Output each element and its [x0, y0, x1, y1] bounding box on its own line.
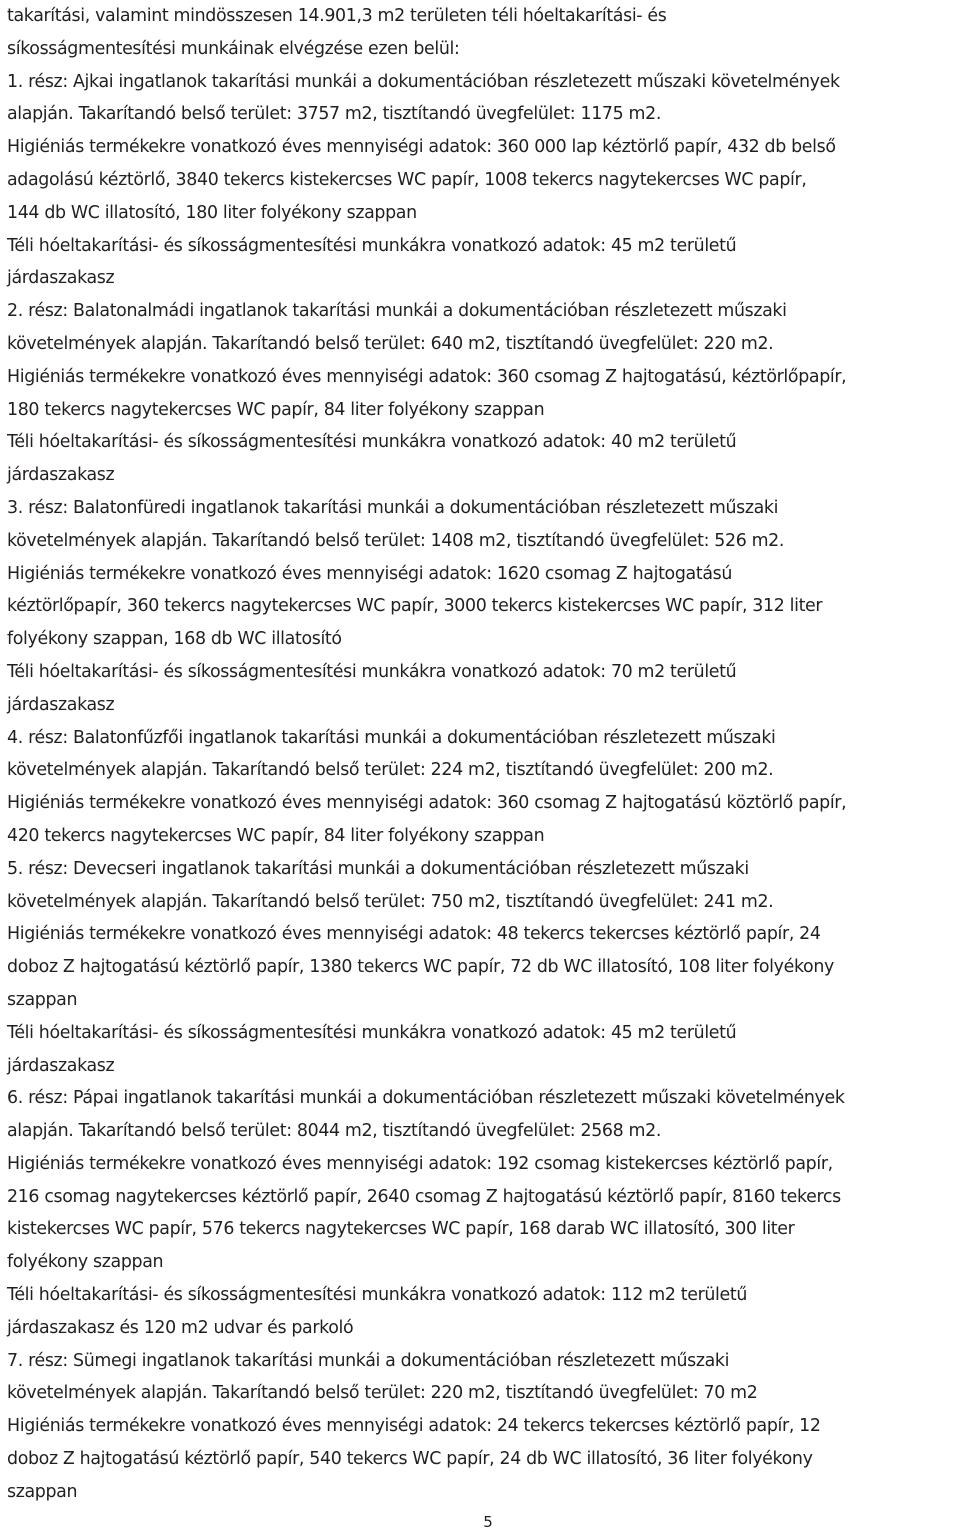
- part-2-heading-line: 2. rész: Balatonalmádi ingatlanok takarítási munkái a dokumentációban részletezett műszaki: [7, 301, 787, 322]
- text-line-46: szappan: [7, 1481, 78, 1502]
- part-3-heading-line: 3. rész: Balatonfüredi ingatlanok takarítási munkái a dokumentációban részletezett műszaki: [7, 497, 779, 518]
- text-line-36: Higiéniás termékekre vonatkozó éves mennyiségi adatok: 192 csomag kistekercses kéztörlő papír,: [7, 1153, 833, 1174]
- text-line-11: követelmények alapján. Takarítandó belső terület: 640 m2, tisztítandó üvegfelület: 220 m2.: [7, 333, 774, 354]
- text-line-14: Téli hóeltakarítási- és síkosságmentesítési munkákra vonatkozó adatok: 40 m2 területű: [7, 432, 737, 453]
- text-line-45: doboz Z hajtogatású kéztörlő papír, 540 tekercs WC papír, 24 db WC illatosító, 36 liter folyékony: [7, 1449, 813, 1470]
- text-line-28: követelmények alapján. Takarítandó belső terület: 750 m2, tisztítandó üvegfelület: 241 m2.: [7, 891, 774, 912]
- text-line-5: Higiéniás termékekre vonatkozó éves mennyiségi adatok: 360 000 lap kéztörlő papír, 432 db belső: [7, 137, 836, 158]
- text-line-44: Higiéniás termékekre vonatkozó éves mennyiségi adatok: 24 tekercs tekercses kéztörlő papír, 12: [7, 1416, 821, 1437]
- text-line-41: járdaszakasz és 120 m2 udvar és parkoló: [7, 1317, 354, 1338]
- part-7-heading-line: 7. rész: Sümegi ingatlanok takarítási munkái a dokumentációban részletezett műszaki: [7, 1350, 730, 1371]
- text-line-37: 216 csomag nagytekercses kéztörlő papír, 2640 csomag Z hajtogatású kéztörlő papír, 8160 tekercs: [7, 1186, 841, 1207]
- text-line-26: 420 tekercs nagytekercses WC papír, 84 liter folyékony szappan: [7, 825, 545, 846]
- part-4-heading-line: 4. rész: Balatonfűzfői ingatlanok takarítási munkái a dokumentációban részletezett műszaki: [7, 727, 776, 748]
- part-5-heading-line: 5. rész: Devecseri ingatlanok takarítási munkái a dokumentációban részletezett műszaki: [7, 858, 749, 879]
- text-line-4: alapján. Takarítandó belső terület: 3757 m2, tisztítandó üvegfelület: 1175 m2.: [7, 104, 662, 125]
- text-line-12: Higiéniás termékekre vonatkozó éves mennyiségi adatok: 360 csomag Z hajtogatású, kéztörlőpapír,: [7, 366, 847, 387]
- text-line-8: Téli hóeltakarítási- és síkosságmentesítési munkákra vonatkozó adatok: 45 m2 területű: [7, 235, 737, 256]
- text-line-7: 144 db WC illatosító, 180 liter folyékony szappan: [7, 202, 417, 223]
- text-line-18: Higiéniás termékekre vonatkozó éves mennyiségi adatok: 1620 csomag Z hajtogatású: [7, 563, 733, 584]
- text-line-17: követelmények alapján. Takarítandó belső terület: 1408 m2, tisztítandó üvegfelület: 526 m2.: [7, 530, 785, 551]
- text-line-1: takarítási, valamint mindösszesen 14.901,3 m2 területen téli hóeltakarítási- és: [7, 6, 667, 26]
- text-line-29: Higiéniás termékekre vonatkozó éves mennyiségi adatok: 48 tekercs tekercses kéztörlő papír, 24: [7, 924, 821, 945]
- text-line-15: járdaszakasz: [7, 465, 115, 486]
- text-line-24: követelmények alapján. Takarítandó belső terület: 224 m2, tisztítandó üvegfelület: 200 m2.: [7, 760, 774, 781]
- text-line-19: kéztörlőpapír, 360 tekercs nagytekercses WC papír, 3000 tekercs kistekercses WC papír, 312 liter: [7, 596, 823, 617]
- text-line-25: Higiéniás termékekre vonatkozó éves mennyiségi adatok: 360 csomag Z hajtogatású köztörlő papír,: [7, 793, 847, 814]
- text-line-31: szappan: [7, 989, 78, 1010]
- text-line-32: Téli hóeltakarítási- és síkosságmentesítési munkákra vonatkozó adatok: 45 m2 területű: [7, 1022, 737, 1043]
- text-line-30: doboz Z hajtogatású kéztörlő papír, 1380 tekercs WC papír, 72 db WC illatosító, 108 liter folyékony: [7, 957, 834, 978]
- text-line-9: járdaszakasz: [7, 268, 115, 289]
- text-line-13: 180 tekercs nagytekercses WC papír, 84 liter folyékony szappan: [7, 399, 545, 420]
- text-line-6: adagolású kéztörlő, 3840 tekercs kistekercses WC papír, 1008 tekercs nagytekercses WC papír,: [7, 169, 807, 190]
- part-6-heading-line: 6. rész: Pápai ingatlanok takarítási munkái a dokumentációban részletezett műszaki követelmények: [7, 1088, 845, 1109]
- text-line-20: folyékony szappan, 168 db WC illatosító: [7, 629, 342, 650]
- text-line-35: alapján. Takarítandó belső terület: 8044 m2, tisztítandó üvegfelület: 2568 m2.: [7, 1121, 662, 1142]
- document-body: [7, 0, 959, 1509]
- text-line-40: Téli hóeltakarítási- és síkosságmentesítési munkákra vonatkozó adatok: 112 m2 területű: [7, 1285, 748, 1306]
- part-1-heading-line: 1. rész: Ajkai ingatlanok takarítási munkái a dokumentációban részletezett műszaki követelmények: [7, 71, 840, 92]
- text-line-2: síkosságmentesítési munkáinak elvégzése ezen belül:: [7, 38, 460, 59]
- text-line-38: kistekercses WC papír, 576 tekercs nagytekercses WC papír, 168 darab WC illatosító, 300 liter: [7, 1219, 795, 1240]
- page-number: 5: [483, 1513, 493, 1531]
- text-line-39: folyékony szappan: [7, 1252, 164, 1273]
- text-line-21: Téli hóeltakarítási- és síkosságmentesítési munkákra vonatkozó adatok: 70 m2 területű: [7, 661, 737, 682]
- text-line-43: követelmények alapján. Takarítandó belső terület: 220 m2, tisztítandó üvegfelület: 70 m2: [7, 1383, 758, 1404]
- text-line-22: járdaszakasz: [7, 694, 115, 715]
- text-line-33: járdaszakasz: [7, 1055, 115, 1076]
